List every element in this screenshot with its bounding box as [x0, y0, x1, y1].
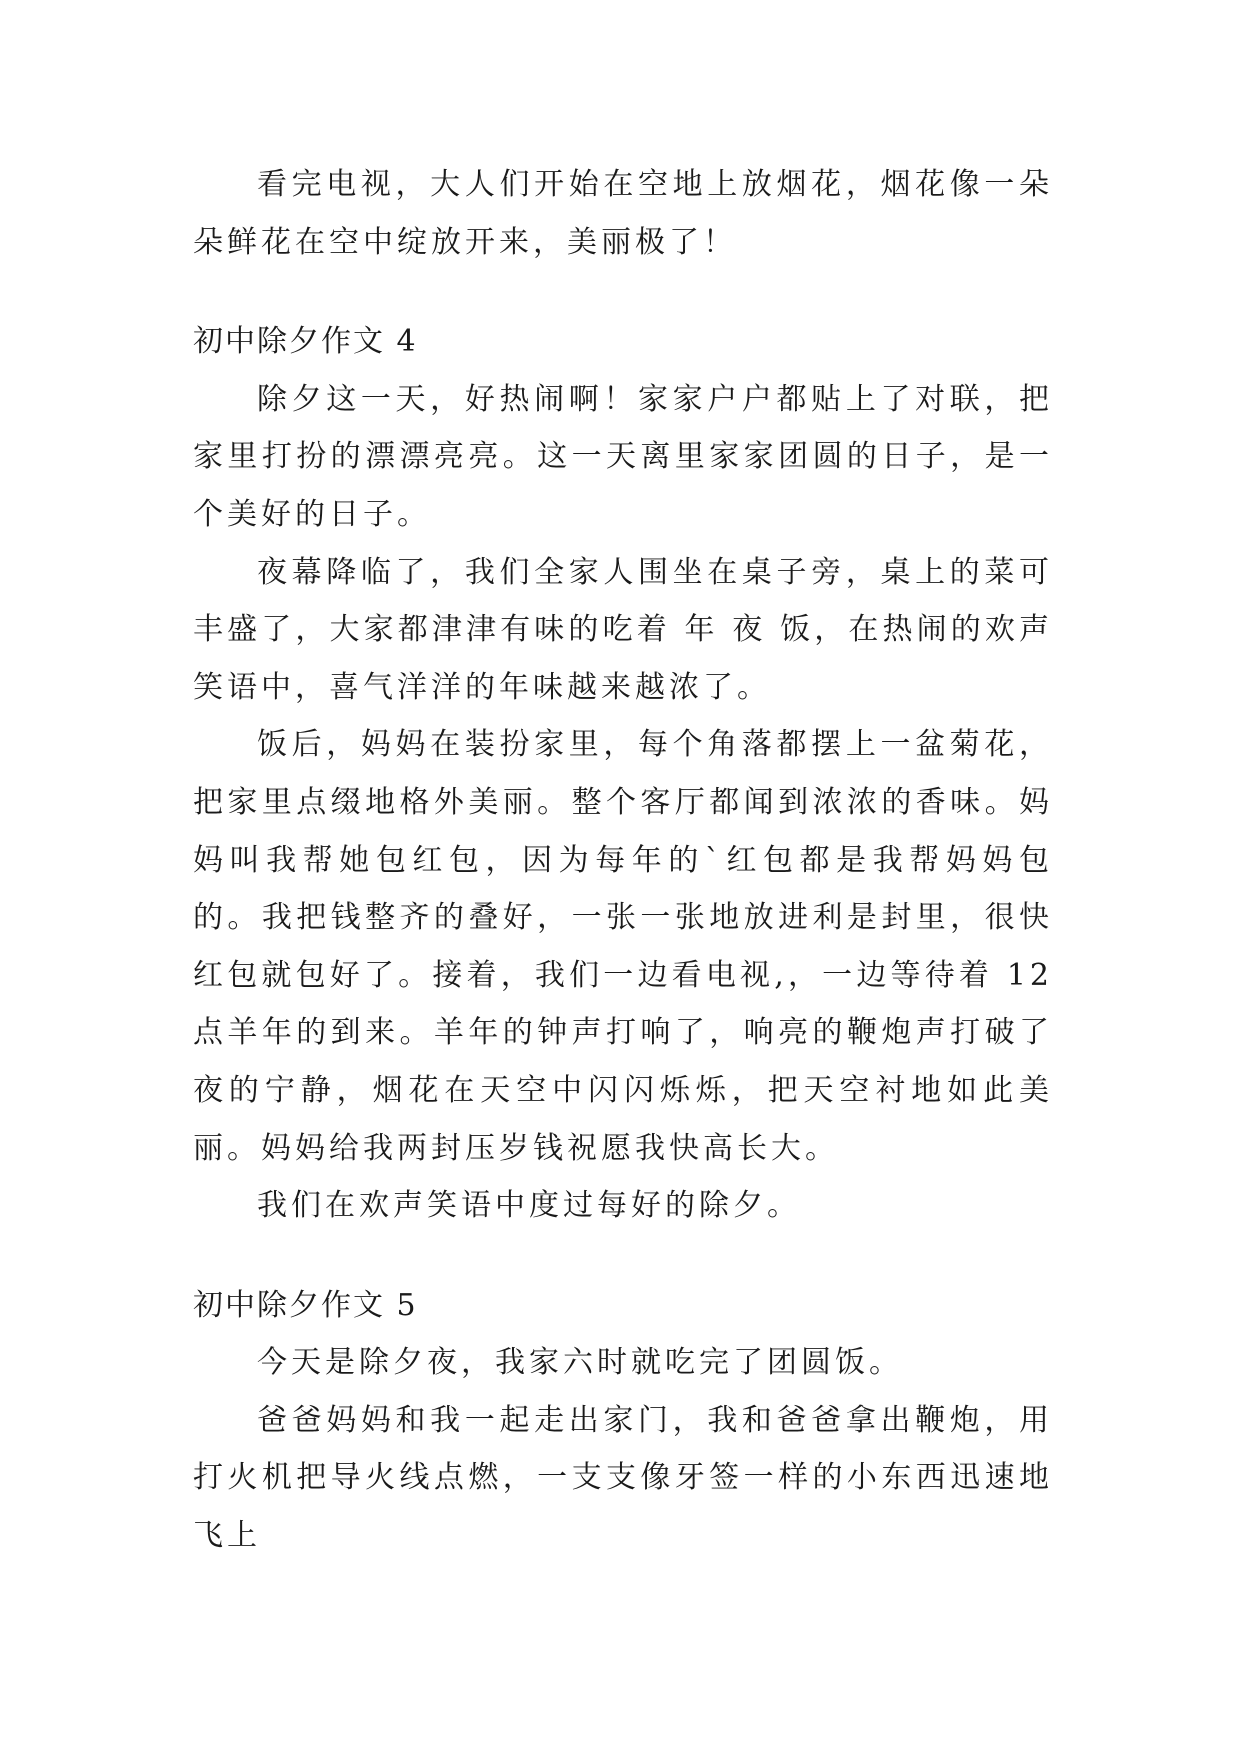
document-page	[193, 156, 1053, 1565]
paragraph: 爸爸妈妈和我一起走出家门，我和爸爸拿出鞭炮，用打火机把导火线点燃，一支支像牙签一样的小东西迅速地飞上	[193, 1402, 1053, 1554]
paragraph: 我们在欢声笑语中度过每好的除夕。	[257, 1188, 801, 1224]
section-gap	[193, 271, 1053, 313]
paragraph: 夜幕降临了，我们全家人围坐在桌子旁，桌上的菜可丰盛了，大家都津津有味的吃着 年 夜 饭，在热闹的欢声笑语中，喜气洋洋的年味越来越浓了。	[193, 554, 1053, 705]
section-heading: 初中除夕作文 5	[193, 1287, 418, 1323]
paragraph: 今天是除夕夜，我家六时就吃完了团圆饭。	[257, 1345, 903, 1381]
paragraph: 看完电视，大人们开始在空地上放烟花，烟花像一朵朵鲜花在空中绽放开来，美丽极了！	[193, 167, 1053, 260]
section-gap	[193, 1235, 1053, 1277]
paragraph: 除夕这一天，好热闹啊！家家户户都贴上了对联，把家里打扮的漂漂亮亮。这一天离里家家团圆的日子，是一个美好的日子。	[193, 381, 1053, 532]
paragraph: 饭后，妈妈在装扮家里，每个角落都摆上一盆菊花，把家里点缀地格外美丽。整个客厅都闻到浓浓的香味。妈妈叫我帮她包红包，因为每年的`红包都是我帮妈妈包的。我把钱整齐的叠好，一张一张地放进利是封里，很快红包就包好了。接着，我们一边看电视,，一边等待着 12 点羊年的到来。羊年的钟声打响了，响亮的鞭炮声打破了夜的宁静，烟花在天空中闪闪烁烁，把天空衬地如此美丽。妈妈给我两封压岁钱祝愿我快高长大。	[193, 727, 1053, 1166]
section-heading: 初中除夕作文 4	[193, 324, 418, 360]
